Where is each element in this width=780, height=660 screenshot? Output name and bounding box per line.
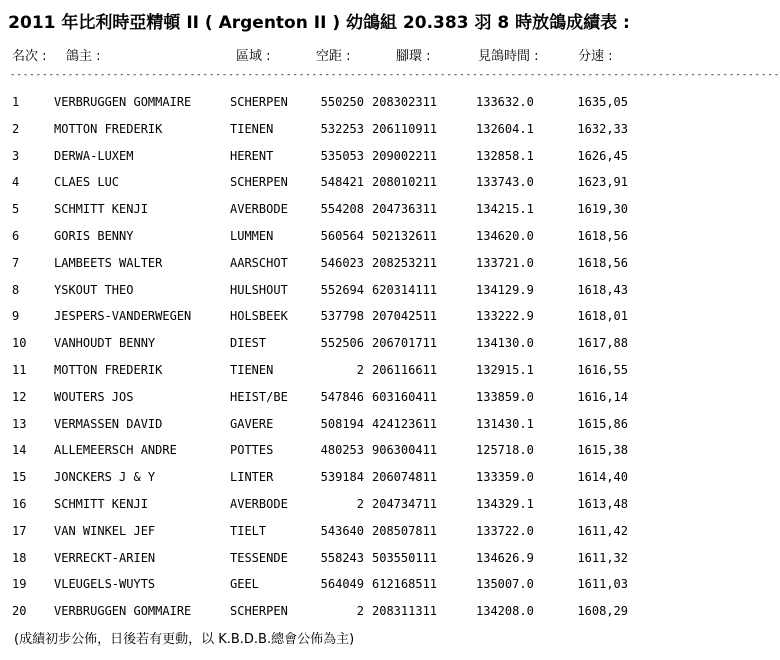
cell-rank: 18: [12, 550, 27, 565]
cell-owner: SCHMITT KENJI: [54, 496, 148, 511]
cell-region: SCHERPEN: [230, 175, 288, 190]
cell-region: GEEL: [230, 577, 259, 592]
cell-rank: 8: [12, 282, 20, 297]
cell-region: SCHERPEN: [230, 604, 288, 619]
cell-speed: 1615,38: [577, 443, 628, 458]
cell-rank: 13: [12, 416, 27, 431]
table-row: [0, 172, 638, 199]
cell-region: POTTES: [230, 443, 274, 458]
cell-distance: 535053: [320, 148, 364, 163]
cell-owner: VAN WINKEL JEF: [54, 523, 156, 538]
cell-owner: VERBRUGGEN GOMMAIRE: [54, 95, 192, 109]
cell-time: 134129.9: [476, 282, 534, 297]
cell-speed: 1617,88: [577, 336, 628, 351]
cell-distance: 2: [356, 496, 364, 511]
cell-ring: 204736311: [372, 202, 438, 217]
cell-owner: MOTTON FREDERIK: [54, 121, 163, 136]
cell-owner: JESPERS-VANDERWEGEN: [54, 309, 192, 324]
cell-time: 134329.1: [476, 496, 534, 511]
table-row: [0, 306, 638, 333]
table-row: [0, 574, 638, 601]
cell-distance: 558243: [320, 550, 364, 565]
table-row: [0, 494, 638, 521]
cell-ring: 206701711: [372, 336, 438, 351]
cell-region: TESSENDE: [230, 550, 288, 565]
table-row: [0, 92, 638, 119]
header-distance: 空距 :: [316, 49, 351, 64]
cell-time: 134620.0: [476, 228, 534, 243]
cell-speed: 1615,86: [577, 416, 628, 431]
cell-distance: 543640: [320, 523, 364, 538]
cell-ring: 208302311: [372, 95, 438, 109]
cell-rank: 17: [12, 523, 27, 538]
cell-distance: 560564: [320, 228, 364, 243]
cell-speed: 1611,42: [577, 523, 628, 538]
cell-time: 133632.0: [476, 95, 534, 109]
cell-time: 134208.0: [476, 604, 534, 619]
cell-speed: 1616,14: [577, 389, 628, 404]
cell-rank: 6: [12, 228, 20, 243]
cell-rank: 2: [12, 121, 20, 136]
cell-rank: 14: [12, 443, 27, 458]
cell-speed: 1619,30: [577, 202, 628, 217]
cell-time: 133722.0: [476, 523, 534, 538]
cell-speed: 1618,56: [577, 228, 628, 243]
cell-region: DIEST: [230, 336, 267, 351]
cell-rank: 19: [12, 577, 27, 592]
header-owner: 鴿主 :: [66, 49, 101, 64]
table-row: [0, 119, 638, 146]
cell-distance: 2: [356, 604, 364, 619]
cell-time: 134215.1: [476, 202, 534, 217]
cell-rank: 7: [12, 255, 20, 270]
cell-owner: VANHOUDT BENNY: [54, 336, 156, 351]
results-table: [0, 92, 638, 628]
cell-ring: 906300411: [372, 443, 438, 458]
cell-rank: 10: [12, 336, 27, 351]
cell-distance: 508194: [320, 416, 364, 431]
cell-ring: 424123611: [372, 416, 438, 431]
cell-speed: 1618,56: [577, 255, 628, 270]
cell-time: 134626.9: [476, 550, 534, 565]
cell-owner: VERBRUGGEN GOMMAIRE: [54, 604, 192, 619]
cell-time: 132915.1: [476, 362, 534, 377]
cell-region: AVERBODE: [230, 202, 288, 217]
cell-speed: 1632,33: [577, 121, 628, 136]
header-ring: 腳環 :: [396, 49, 431, 64]
cell-region: SCHERPEN: [230, 95, 288, 109]
cell-ring: 208311311: [372, 604, 438, 619]
cell-rank: 20: [12, 604, 27, 619]
cell-owner: YSKOUT THEO: [54, 282, 134, 297]
cell-ring: 603160411: [372, 389, 438, 404]
table-row: [0, 414, 638, 441]
cell-owner: SCHMITT KENJI: [54, 202, 148, 217]
cell-owner: DERWA-LUXEM: [54, 148, 134, 163]
cell-ring: 503550111: [372, 550, 438, 565]
cell-region: TIENEN: [230, 121, 274, 136]
table-row: [0, 146, 638, 173]
cell-time: 133359.0: [476, 470, 534, 485]
cell-distance: 2: [356, 362, 364, 377]
table-row: [0, 333, 638, 360]
cell-speed: 1614,40: [577, 470, 628, 485]
table-row: [0, 226, 638, 253]
cell-region: AARSCHOT: [230, 255, 288, 270]
cell-time: 132858.1: [476, 148, 534, 163]
header-rank: 名次 :: [12, 49, 47, 64]
cell-region: LUMMEN: [230, 228, 274, 243]
cell-owner: MOTTON FREDERIK: [54, 362, 163, 377]
header-speed: 分速 :: [578, 49, 613, 64]
cell-time: 132604.1: [476, 121, 534, 136]
cell-time: 135007.0: [476, 577, 534, 592]
cell-owner: CLAES LUC: [54, 175, 120, 190]
cell-region: HOLSBEEK: [230, 309, 288, 324]
cell-ring: 208507811: [372, 523, 438, 538]
cell-owner: ALLEMEERSCH ANDRE: [54, 443, 177, 458]
cell-region: TIELT: [230, 523, 267, 538]
table-row: [0, 253, 638, 280]
table-row: [0, 199, 638, 226]
cell-ring: 209002211: [372, 148, 438, 163]
cell-time: 133222.9: [476, 309, 534, 324]
cell-time: 134130.0: [476, 336, 534, 351]
table-row: [0, 548, 638, 575]
cell-owner: VERRECKT-ARIEN: [54, 550, 156, 565]
cell-region: HULSHOUT: [230, 282, 288, 297]
cell-distance: 564049: [320, 577, 364, 592]
cell-ring: 208010211: [372, 175, 438, 190]
cell-distance: 552506: [320, 336, 364, 351]
cell-owner: LAMBEETS WALTER: [54, 255, 163, 270]
cell-time: 133743.0: [476, 175, 534, 190]
cell-region: TIENEN: [230, 362, 274, 377]
cell-speed: 1623,91: [577, 175, 628, 190]
cell-rank: 12: [12, 389, 27, 404]
cell-distance: 537798: [320, 309, 364, 324]
cell-ring: 207042511: [372, 309, 438, 324]
cell-speed: 1608,29: [577, 604, 628, 619]
cell-speed: 1626,45: [577, 148, 628, 163]
cell-distance: 547846: [320, 389, 364, 404]
page-title: 2011 年比利時亞精頓 II ( Argenton II ) 幼鴿組 20.383 羽 8 時放鴿成績表 :: [8, 13, 630, 33]
table-row: [0, 467, 638, 494]
footer-note: (成績初步公佈，日後若有更動，以 K.B.D.B.總會公佈為主): [14, 632, 355, 647]
cell-distance: 548421: [320, 175, 364, 190]
header-time: 見鴿時間 :: [478, 49, 539, 64]
cell-distance: 550250: [320, 95, 364, 109]
cell-speed: 1611,32: [577, 550, 628, 565]
table-row: [0, 360, 638, 387]
cell-ring: 612168511: [372, 577, 438, 592]
cell-rank: 9: [12, 309, 20, 324]
table-row: [0, 440, 638, 467]
cell-time: 125718.0: [476, 443, 534, 458]
cell-time: 133859.0: [476, 389, 534, 404]
cell-region: HERENT: [230, 148, 274, 163]
cell-rank: 16: [12, 496, 27, 511]
cell-distance: 552694: [320, 282, 364, 297]
table-row: [0, 521, 638, 548]
cell-distance: 539184: [320, 470, 364, 485]
cell-rank: 3: [12, 148, 20, 163]
cell-distance: 532253: [320, 121, 364, 136]
cell-ring: 206116611: [372, 362, 438, 377]
cell-owner: VERMASSEN DAVID: [54, 416, 163, 431]
cell-speed: 1635,05: [577, 95, 628, 109]
cell-speed: 1616,55: [577, 362, 628, 377]
cell-ring: 206110911: [372, 121, 438, 136]
cell-rank: 15: [12, 470, 27, 485]
cell-region: LINTER: [230, 470, 274, 485]
cell-owner: VLEUGELS-WUYTS: [54, 577, 156, 592]
cell-speed: 1618,01: [577, 309, 628, 324]
cell-region: HEIST/BE: [230, 389, 288, 404]
cell-ring: 204734711: [372, 496, 438, 511]
cell-ring: 620314111: [372, 282, 438, 297]
cell-rank: 11: [12, 362, 27, 377]
cell-rank: 5: [12, 202, 20, 217]
cell-speed: 1611,03: [577, 577, 628, 592]
table-row: [0, 280, 638, 307]
cell-region: GAVERE: [230, 416, 274, 431]
cell-owner: JONCKERS J & Y: [54, 470, 156, 485]
cell-speed: 1618,43: [577, 282, 628, 297]
cell-region: AVERBODE: [230, 496, 288, 511]
cell-time: 133721.0: [476, 255, 534, 270]
cell-distance: 554208: [320, 202, 364, 217]
cell-rank: 1: [12, 95, 20, 109]
cell-speed: 1613,48: [577, 496, 628, 511]
cell-distance: 546023: [320, 255, 364, 270]
header-region: 區域 :: [236, 49, 271, 64]
cell-time: 131430.1: [476, 416, 534, 431]
cell-owner: GORIS BENNY: [54, 228, 134, 243]
cell-ring: 208253211: [372, 255, 438, 270]
cell-distance: 480253: [320, 443, 364, 458]
table-row: [0, 601, 638, 628]
header-divider: ------------------------------------------------------------------------------------------------------------------------: [10, 70, 780, 80]
cell-ring: 502132611: [372, 228, 438, 243]
cell-ring: 206074811: [372, 470, 438, 485]
table-row: [0, 387, 638, 414]
cell-owner: WOUTERS JOS: [54, 389, 134, 404]
cell-rank: 4: [12, 175, 20, 190]
